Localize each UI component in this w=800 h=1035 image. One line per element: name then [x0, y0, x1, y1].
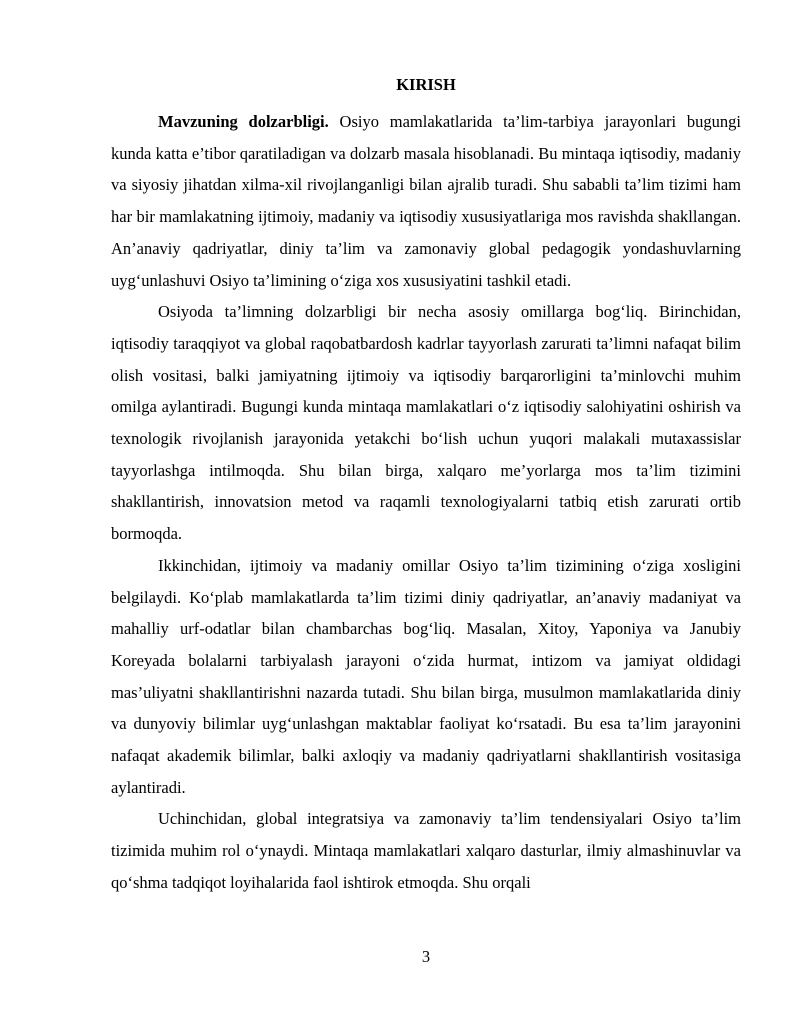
- paragraph-relevance: [111, 106, 741, 296]
- paragraph-third-factor: [111, 803, 741, 898]
- paragraph-text: Osiyo mamlakatlarida ta’lim-tarbiya jarayonlari bugungi kunda katta e’tibor qaratiladigan va dolzarb masala hisoblanadi. Bu mintaqa iqtisodiy, madaniy va siyosiy jihatdan xilma-xil rivojlanganligi bilan ajralib turadi. Shu sababli ta’lim tizimi ham har bir mamlakatning ijtimoiy, madaniy va iqtisodiy xususiyatlariga mos ravishda shakllangan. An’anaviy qadriyatlar, diniy ta’lim va zamonaviy global pedagogik yondashuvlarning uyg‘unlashuvi Osiyo ta’limining o‘ziga xos xususiyatini tashkil etadi.: [111, 112, 741, 290]
- document-page: [111, 0, 741, 1035]
- section-heading: KIRISH: [396, 75, 456, 94]
- paragraph-text: Uchinchidan, global integratsiya va zamonaviy ta’lim tendensiyalari Osiyo ta’lim tizimida muhim rol o‘ynaydi. Mintaqa mamlakatlari xalqaro dasturlar, ilmiy almashinuvlar va qo‘shma tadqiqot loyihalarida faol ishtirok etmoqda. Shu orqali: [111, 809, 741, 892]
- page-number: 3: [421, 947, 431, 966]
- paragraph-first-factor: [111, 296, 741, 550]
- body-text: [111, 106, 741, 899]
- paragraph-text: Osiyoda ta’limning dolzarbligi bir necha asosiy omillarga bog‘liq. Birinchidan, iqtisodiy taraqqiyot va global raqobatbardosh kadrlar tayyorlash zarurati ta’limni nafaqat bilim olish vositasi, balki jamiyatning ijtimoiy va iqtisodiy barqarorligini ta’minlovchi muhim omilga aylantiradi. Bugungi kunda mintaqa mamlakatlari o‘z iqtisodiy salohiyatini oshirish va texnologik rivojlanish jarayonida yetakchi bo‘lish uchun yuqori malakali mutaxassislar tayyorlashga intilmoqda. Shu bilan birga, xalqaro me’yorlarga mos ta’lim tizimini shakllantirish, innovatsion metod va raqamli texnologiyalarni tatbiq etish zarurati ortib bormoqda.: [111, 302, 741, 544]
- paragraph-second-factor: [111, 550, 741, 804]
- paragraph-text: Ikkinchidan, ijtimoiy va madaniy omillar Osiyo ta’lim tizimining o‘ziga xosligini belgilaydi. Ko‘plab mamlakatlarda ta’lim tizimi diniy qadriyatlar, an’anaviy madaniyat va mahalliy urf-odatlar bilan chambarchas bog‘liq. Masalan, Xitoy, Yaponiya va Janubiy Koreyada bolalarni tarbiyalash jarayoni o‘zida hurmat, intizom va jamiyat oldidagi mas’uliyatni shakllantirishni nazarda tutadi. Shu bilan birga, musulmon mamlakatlarida diniy va dunyoviy bilimlar uyg‘unlashgan maktablar faoliyat ko‘rsatadi. Bu esa ta’lim jarayonini nafaqat akademik bilimlar, balki axloqiy va madaniy qadriyatlarni shakllantirish vositasiga aylantiradi.: [111, 555, 741, 797]
- paragraph-lead: Mavzuning dolzarbligi.: [158, 112, 329, 131]
